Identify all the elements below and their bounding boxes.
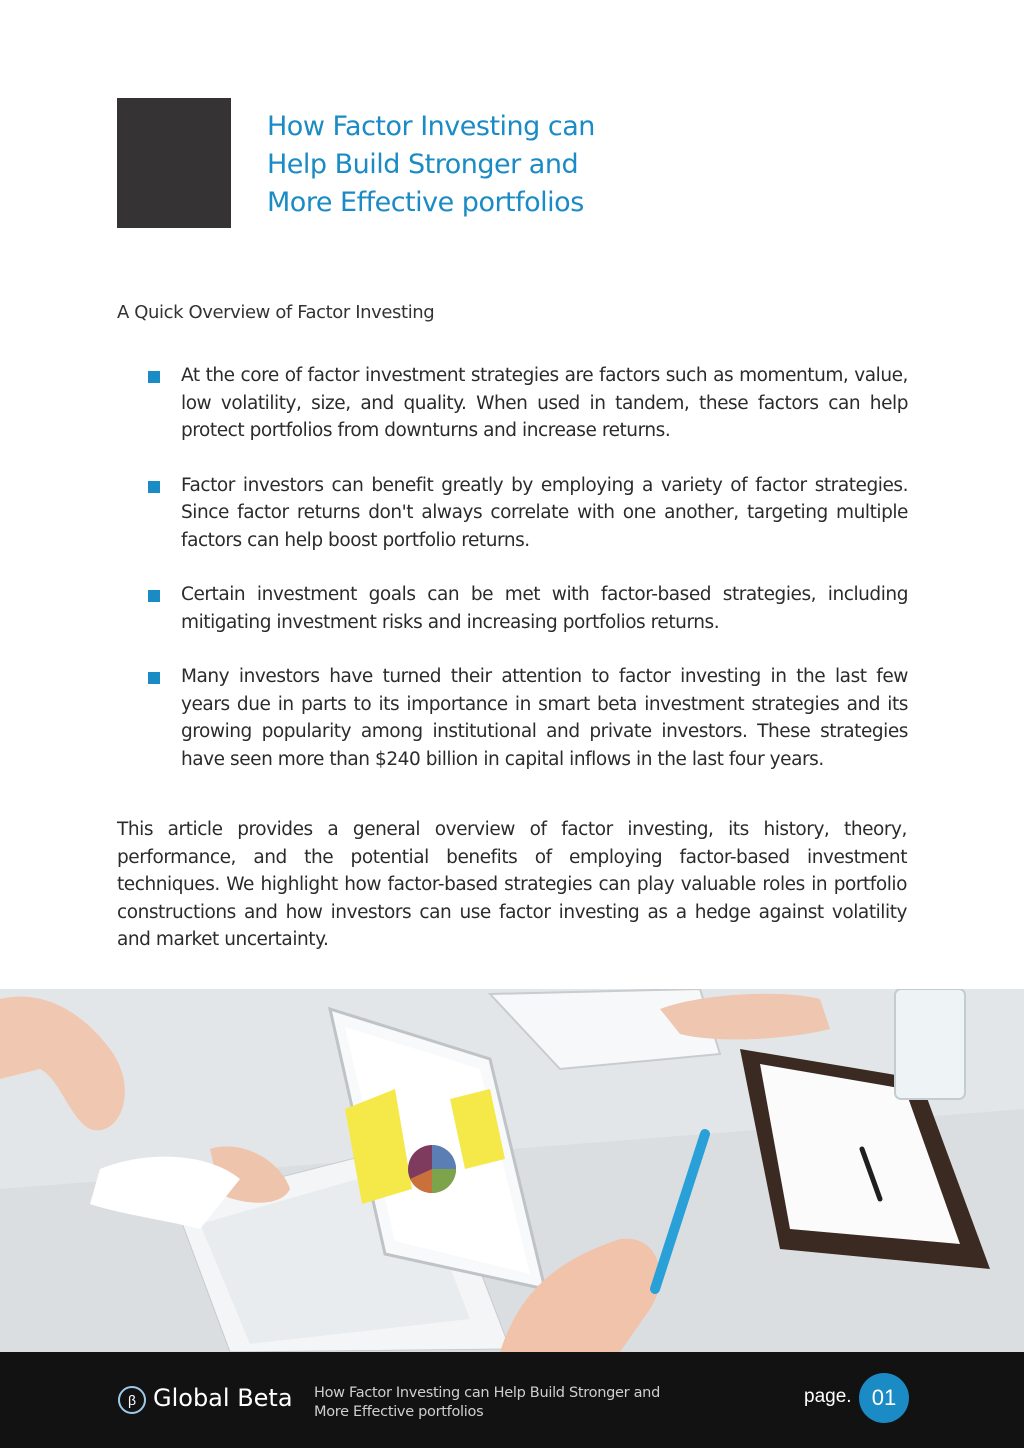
square-bullet-icon <box>148 590 160 602</box>
bullet-text: Factor investors can benefit greatly by employing a variety of factor strategies. Since factor returns don't always correlate with one another, targeting multiple factors can help boost portfolio returns. <box>181 474 908 551</box>
square-bullet-icon <box>148 481 160 493</box>
meeting-photo <box>0 989 1024 1352</box>
page-number-badge: 01 <box>859 1373 909 1423</box>
page-label: page. <box>804 1386 852 1407</box>
section-heading: A Quick Overview of Factor Investing <box>117 302 435 323</box>
title-line-1: How Factor Investing can <box>267 111 595 142</box>
bullet-text: At the core of factor investment strategies are factors such as momentum, value, low volatility, size, and quality. When used in tandem, these factors can help protect portfolios from downturns and increase returns. <box>181 365 908 441</box>
footer-document-title: How Factor Investing can Help Build Stronger and More Effective portfolios <box>314 1385 660 1420</box>
page-title <box>267 108 647 222</box>
bullet-item <box>148 581 908 636</box>
bullet-text: Certain investment goals can be met with factor-based strategies, including mitigating investment risks and increasing portfolios returns. <box>181 584 908 633</box>
title-line-3: More Effective portfolios <box>267 187 584 218</box>
brand-name: Global Beta <box>153 1384 293 1412</box>
bullet-item <box>148 472 908 555</box>
decorative-block <box>117 98 231 228</box>
meeting-photo-illustration <box>0 989 1024 1352</box>
square-bullet-icon <box>148 371 160 383</box>
bullet-text: Many investors have turned their attention to factor investing in the last few years due in parts to its importance in smart beta investment strategies and its growing popularity among institutional and private investors. These strategies have seen more than $240 billion in capital inflows in the last four years. <box>181 666 908 770</box>
square-bullet-icon <box>148 672 160 684</box>
article-paragraph: This article provides a general overview of factor investing, its history, theory, performance, and the potential benefits of employing factor-based investment techniques. We highlight how factor-based strategies can play valuable roles in portfolio constructions and how investors can use factor investing as a hedge against volatility and market uncertainty. <box>117 819 907 950</box>
global-beta-logo-icon: β <box>118 1386 146 1414</box>
bullet-item <box>148 663 908 773</box>
bullet-item <box>148 362 908 445</box>
title-line-2: Help Build Stronger and <box>267 149 579 180</box>
bullet-list <box>148 362 908 800</box>
